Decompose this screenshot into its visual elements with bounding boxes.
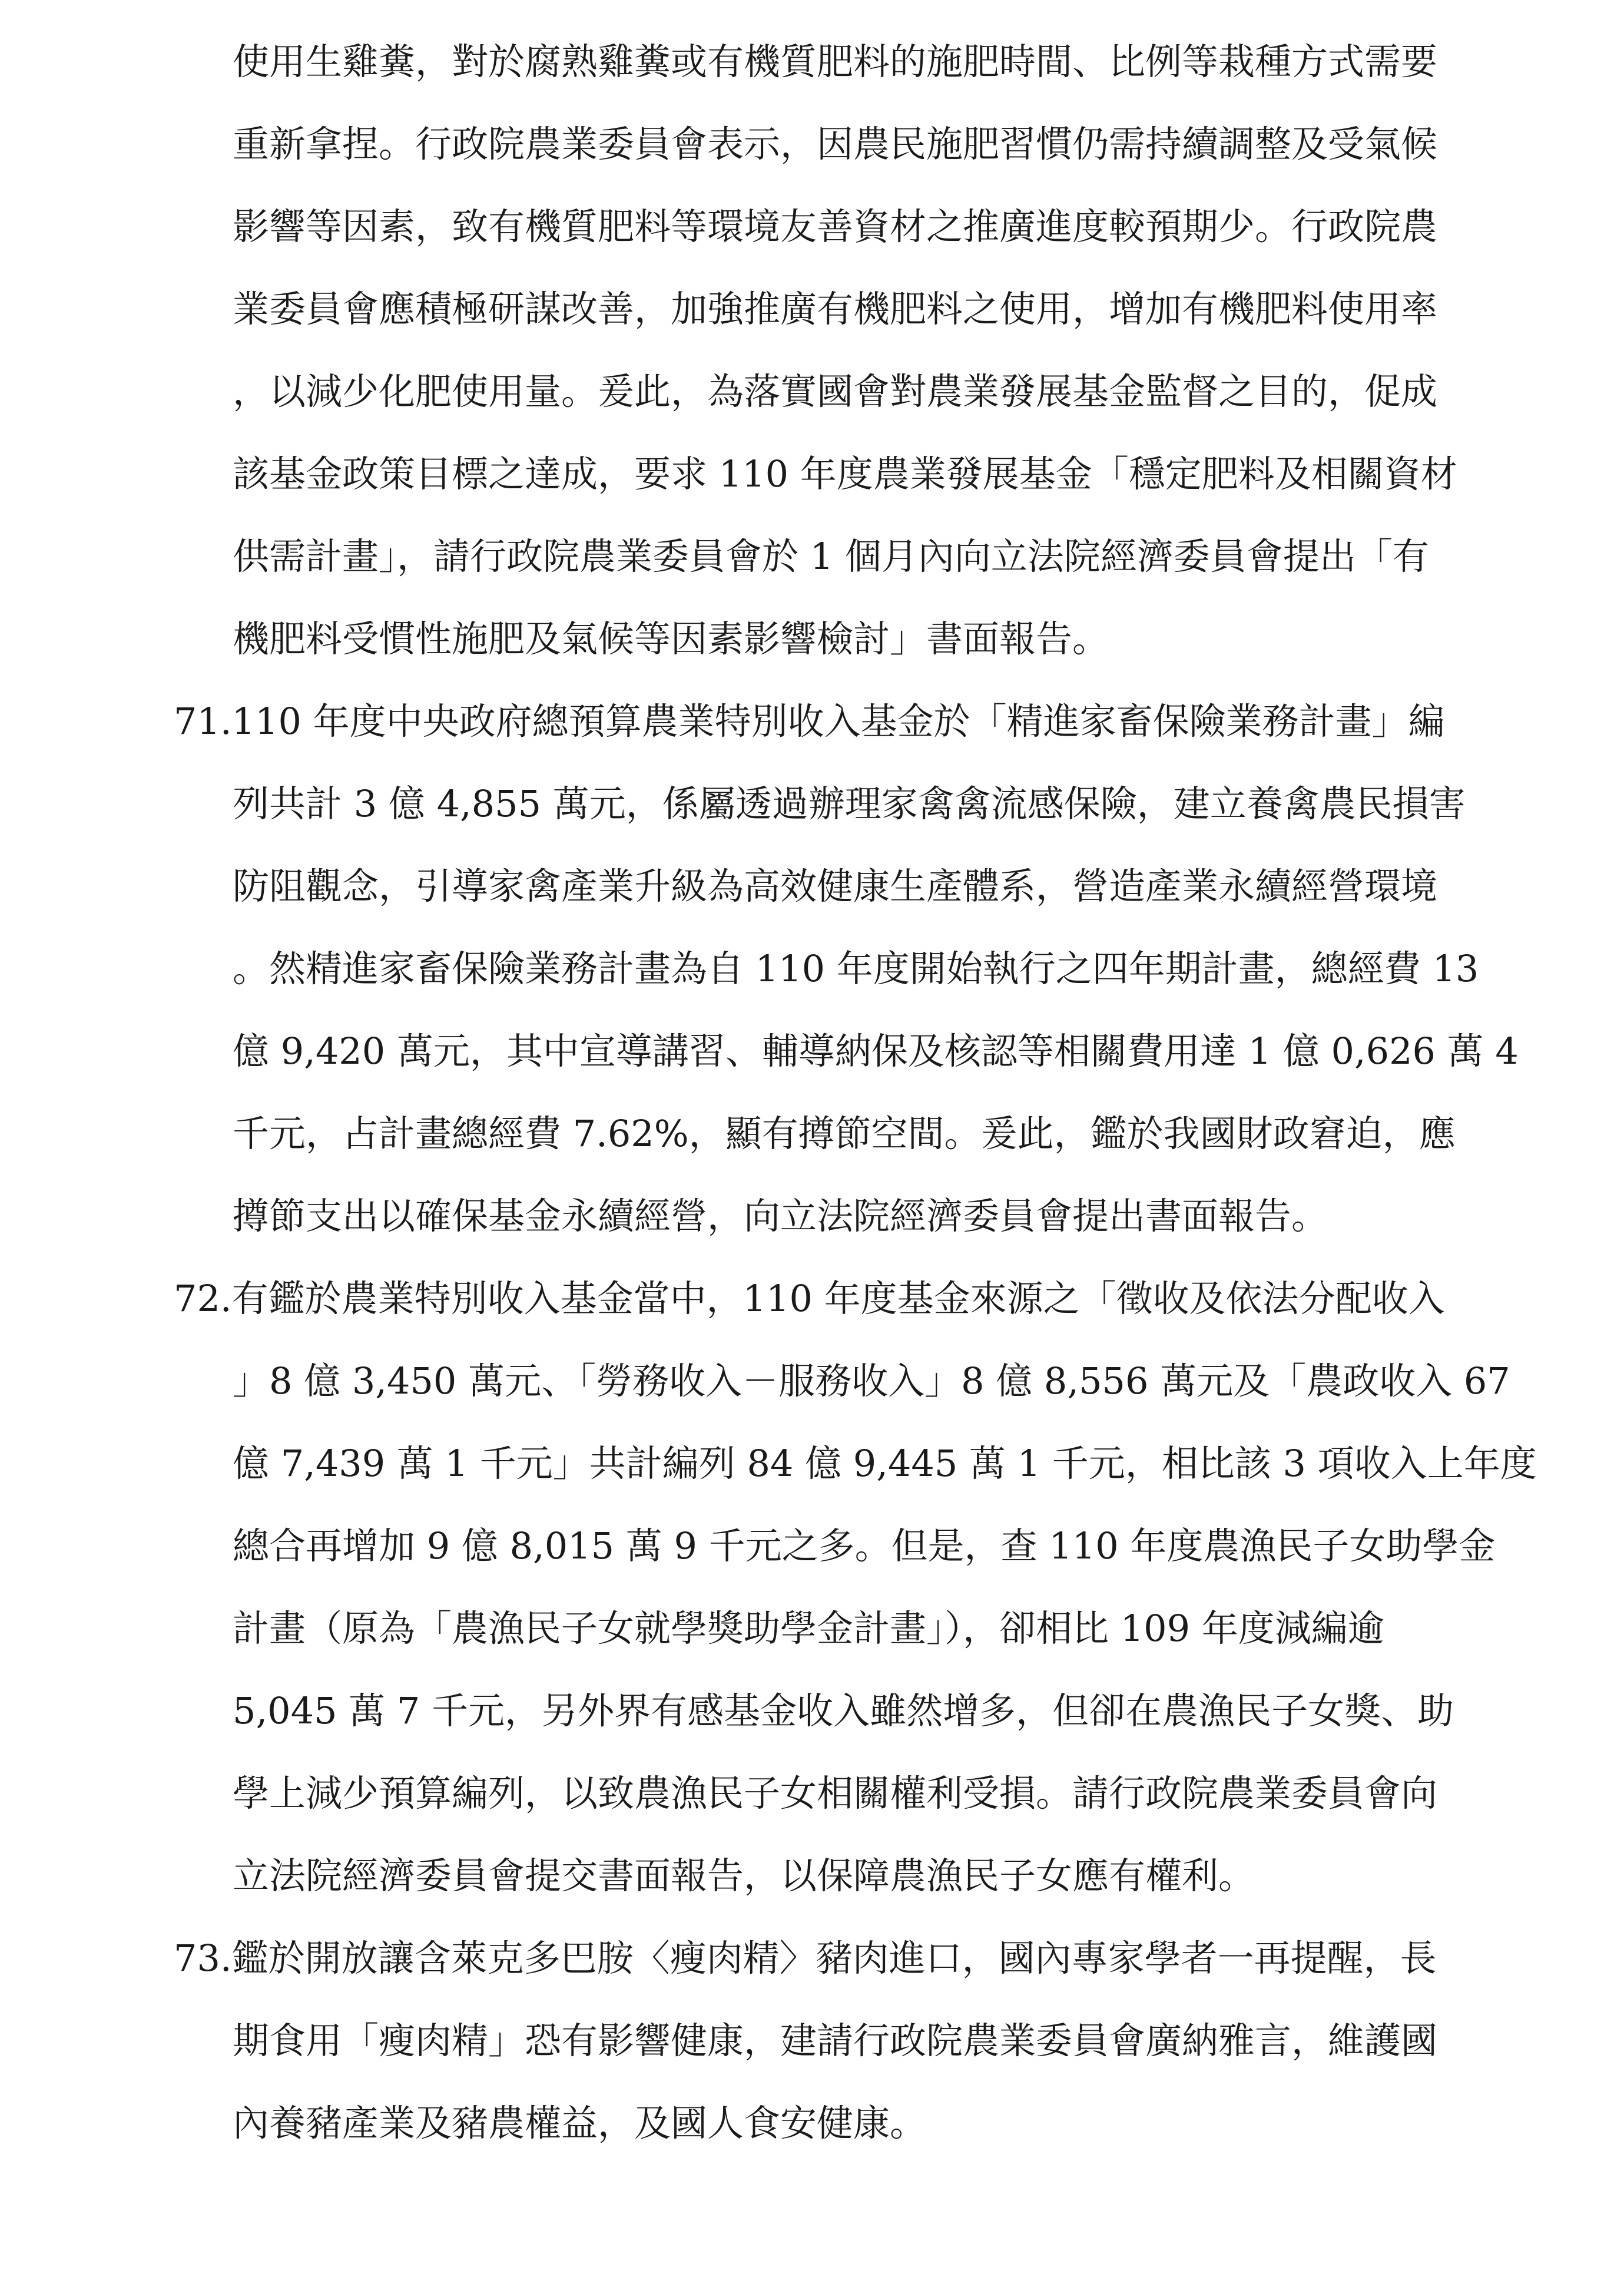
text-line: ，以減少化肥使用量。爰此，為落實國會對農業發展基金監督之目的，促成 [233, 370, 1438, 413]
text-line: 。然精進家畜保險業務計畫為自 110 年度開始執行之四年期計畫，總經費 13 [233, 947, 1479, 990]
text-line: 撙節支出以確保基金永續經營，向立法院經濟委員會提出書面報告。 [233, 1194, 1328, 1237]
text-line: 5,045 萬 7 千元，另外界有感基金收入雖然增多，但卻在農漁民子女獎、助 [233, 1689, 1454, 1732]
text-line: 立法院經濟委員會提交書面報告，以保障農漁民子女應有權利。 [233, 1854, 1255, 1897]
text-line: 」8 億 3,450 萬元、「勞務收入－服務收入」8 億 8,556 萬元及「農政收入 67 [233, 1359, 1510, 1402]
text-line: 使用生雞糞，對於腐熟雞糞或有機質肥料的施肥時間、比例等栽種方式需要 [233, 40, 1438, 83]
text-line: 億 7,439 萬 1 千元」共計編列 84 億 9,445 萬 1 千元，相比該 3 項收入上年度 [233, 1442, 1537, 1485]
text-line: 防阻觀念，引導家禽產業升級為高效健康生產體系，營造產業永續經營環境 [233, 865, 1438, 908]
item-72-first-line: 72.有鑑於農業特別收入基金當中，110 年度基金來源之「徵收及依法分配收入 [174, 1277, 1445, 1320]
text-line: 內養豬產業及豬農權益，及國人食安健康。 [233, 2102, 927, 2145]
text-line: 千元，占計畫總經費 7.62%，顯有撙節空間。爰此，鑑於我國財政窘迫，應 [233, 1112, 1456, 1155]
text-line: 億 9,420 萬元，其中宣導講習、輔導納保及核認等相關費用達 1 億 0,626 萬 4 [233, 1030, 1519, 1073]
text-line: 學上減少預算編列，以致農漁民子女相關權利受損。請行政院農業委員會向 [233, 1772, 1438, 1815]
text-line: 重新拿捏。行政院農業委員會表示，因農民施肥習慣仍需持續調整及受氣候 [233, 123, 1438, 166]
text-line: 供需計畫」，請行政院農業委員會於 1 個月內向立法院經濟委員會提出「有 [233, 535, 1429, 578]
item-71-first-line: 71.110 年度中央政府總預算農業特別收入基金於「精進家畜保險業務計畫」編 [174, 700, 1445, 743]
text-line: 列共計 3 億 4,855 萬元，係屬透過辦理家禽禽流感保險，建立養禽農民損害 [233, 782, 1466, 825]
text-line: 業委員會應積極研謀改善，加強推廣有機肥料之使用，增加有機肥料使用率 [233, 287, 1438, 330]
text-line: 該基金政策目標之達成，要求 110 年度農業發展基金「穩定肥料及相關資材 [233, 452, 1457, 495]
item-73-first-line: 73.鑑於開放讓含萊克多巴胺〈瘦肉精〉豬肉進口，國內專家學者一再提醒，長 [174, 1937, 1437, 1980]
text-line: 總合再增加 9 億 8,015 萬 9 千元之多。但是，查 110 年度農漁民子女助學金 [233, 1524, 1496, 1567]
text-line: 影響等因素，致有機質肥料等環境友善資材之推廣進度較預期少。行政院農 [233, 205, 1438, 248]
text-line: 機肥料受慣性施肥及氣候等因素影響檢討」書面報告。 [233, 617, 1109, 660]
text-line: 計畫（原為「農漁民子女就學獎助學金計畫」），卻相比 109 年度減編逾 [233, 1607, 1384, 1650]
text-line: 期食用「瘦肉精」恐有影響健康，建請行政院農業委員會廣納雅言，維護國 [233, 2019, 1438, 2062]
